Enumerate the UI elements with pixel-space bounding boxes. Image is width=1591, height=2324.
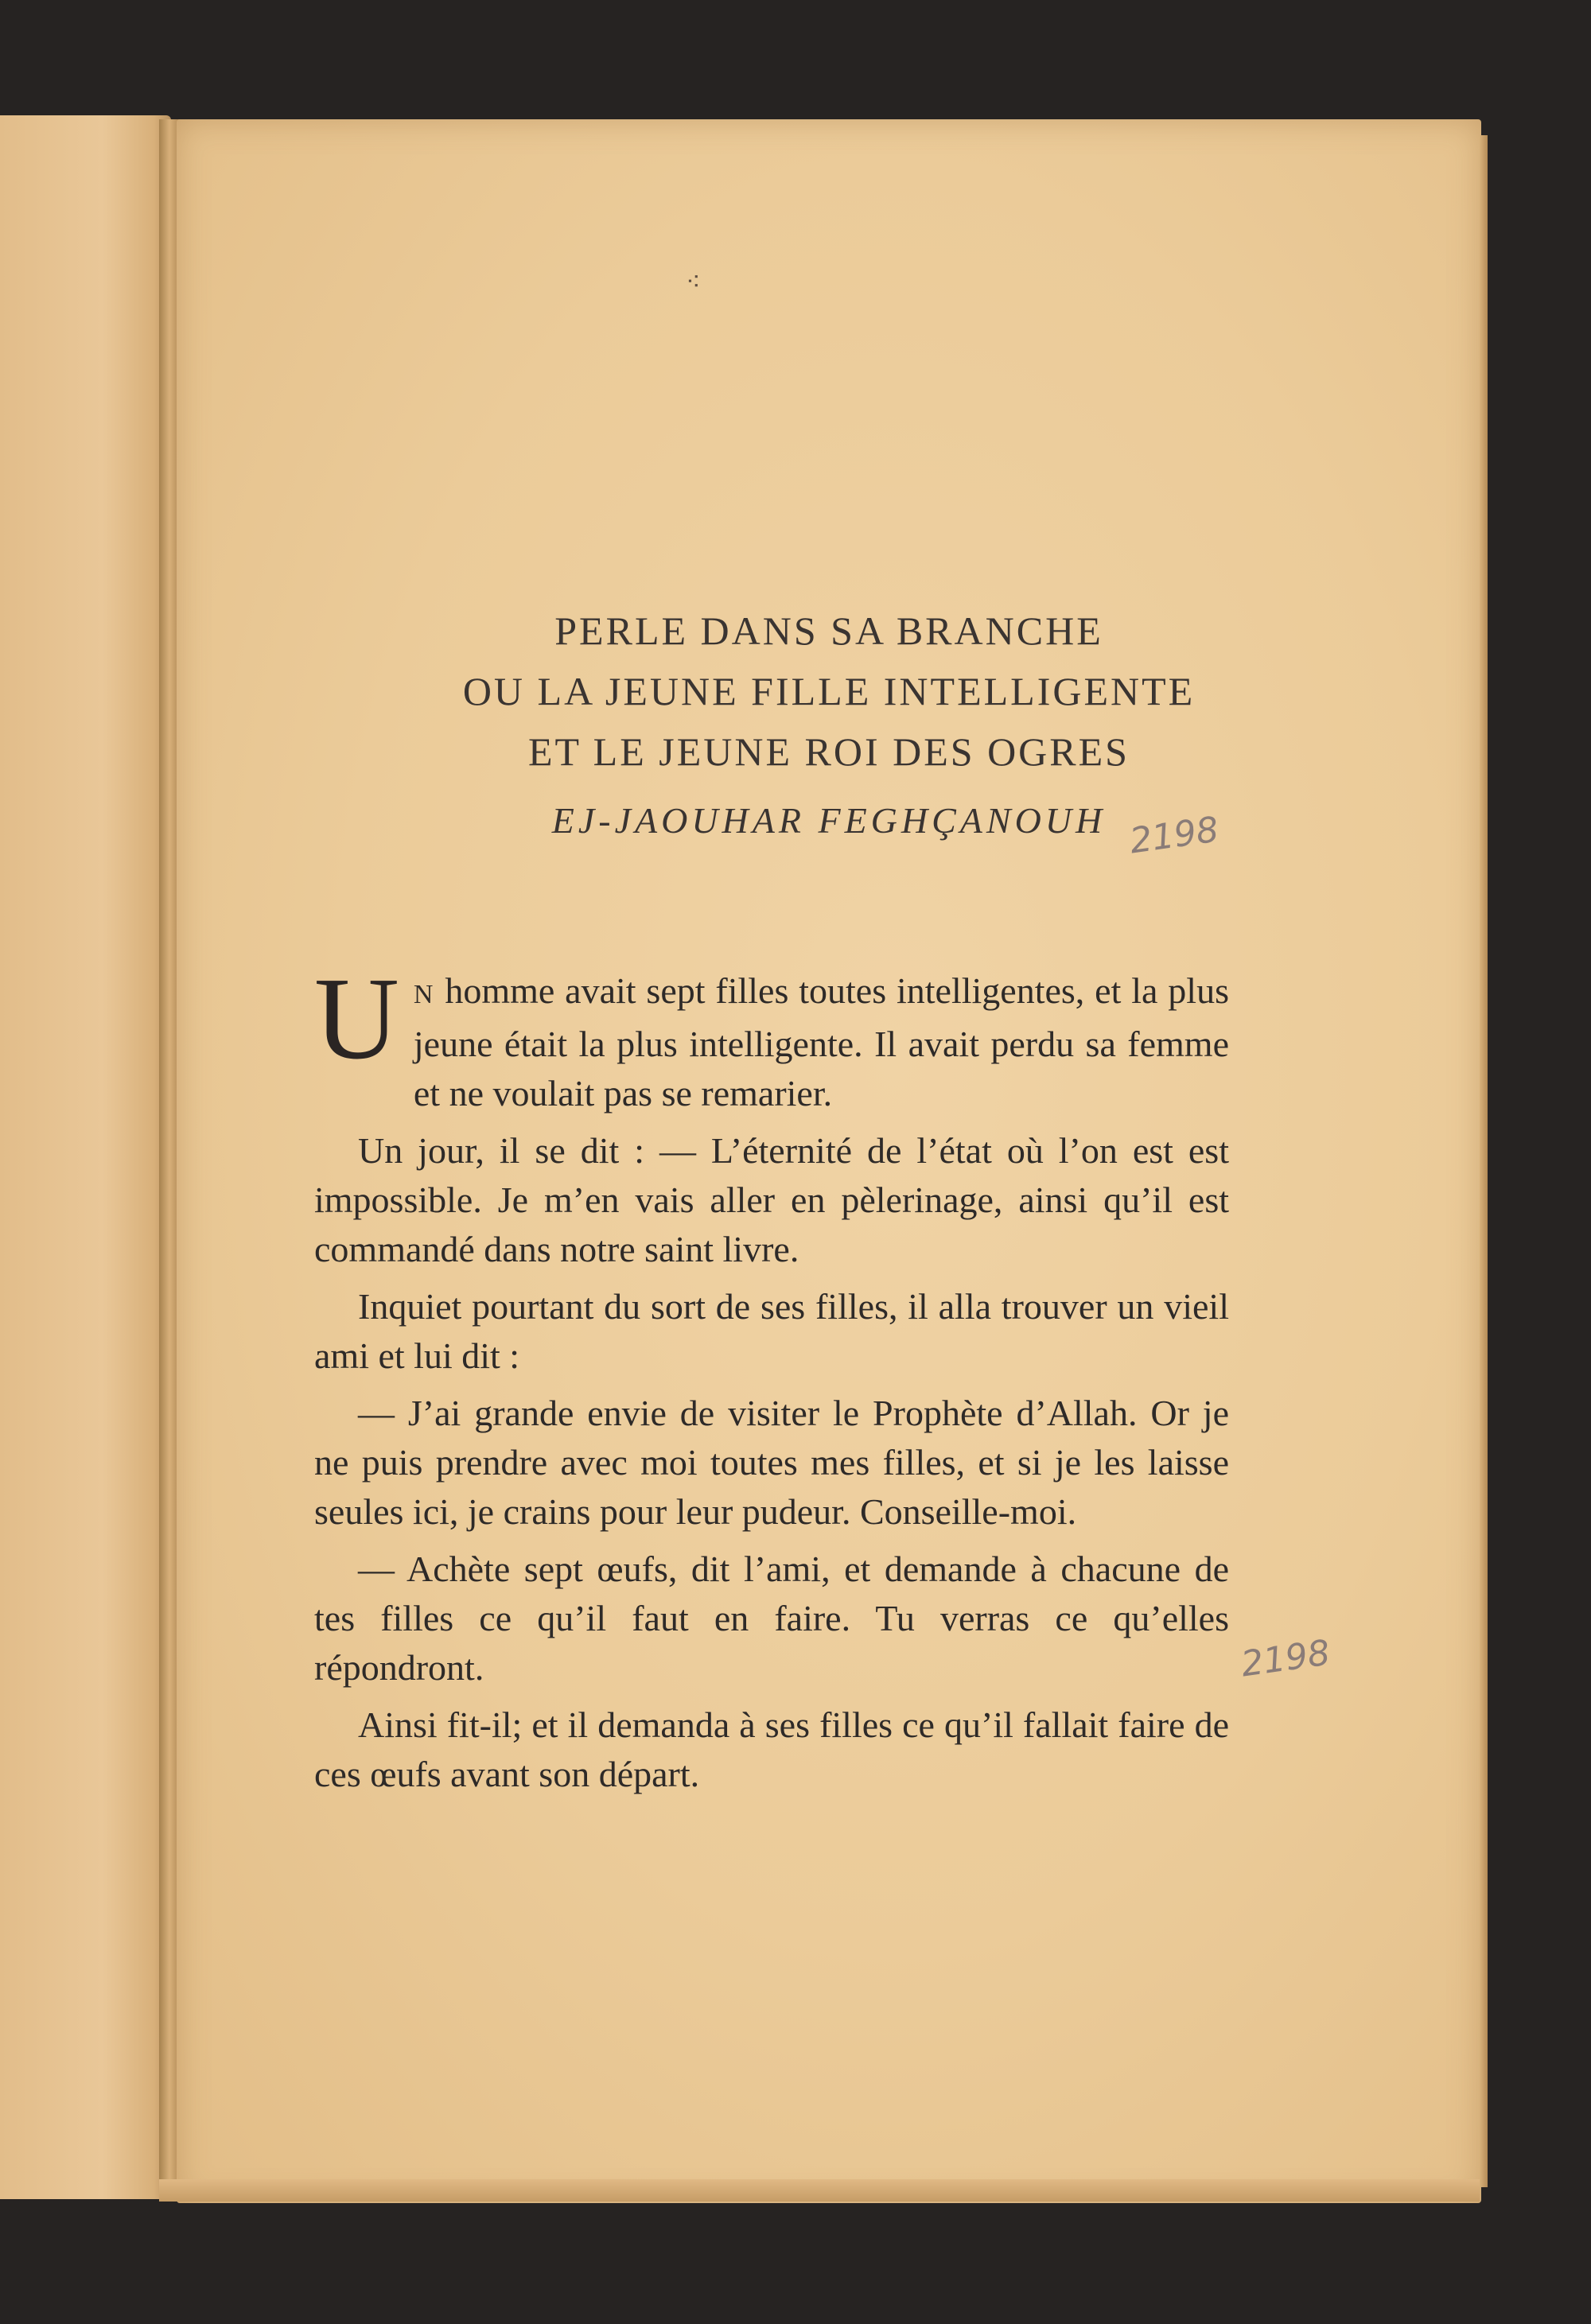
paragraph-4: — J’ai grande envie de visiter le Prophète d’Allah. Or je ne puis prendre avec moi toutes mes filles, et si je les laisse seules ici, je crains pour leur pudeur. Conseille-moi. — [314, 1393, 1229, 1532]
drop-cap: U — [314, 954, 399, 1084]
story-title-block — [177, 600, 1481, 841]
paragraph-3: Inquiet pourtant du sort de ses filles, il alla trouver un vieil ami et lui dit : — [314, 1286, 1229, 1376]
small-caps-letter: N — [413, 980, 435, 1009]
paragraph-1-text: homme avait sept filles toutes intelligentes, et la plus jeune était la plus intelligente. Il avait perdu sa femme et ne voulait pas se remarier. — [413, 970, 1229, 1113]
page-bottom-edge — [159, 2179, 1480, 2202]
facing-page — [0, 115, 171, 2199]
story-body — [314, 954, 1229, 1807]
pencil-annotation-1: 2198 — [1126, 809, 1221, 862]
title-line-3: ET LE JEUNE ROI DES OGRES — [527, 729, 1130, 774]
title-line-2: OU LA JEUNE FILLE INTELLIGENTE — [462, 669, 1196, 713]
title-line-1: PERLE DANS SA BRANCHE — [554, 608, 1103, 653]
ornament-mark: ⁖ — [686, 267, 701, 296]
page-edge — [1480, 135, 1488, 2187]
paragraph-2: Un jour, il se dit : — L’éternité de l’état où l’on est est impossible. Je m’en vais aller en pèlerinage, ainsi qu’il est commandé dans notre saint livre. — [314, 1130, 1229, 1269]
paragraph-5: — Achète sept œufs, dit l’ami, et demande à chacune de tes filles ce qu’il faut en faire. Tu verras ce qu’elles répondront. — [314, 1549, 1229, 1688]
story-subtitle: EJ-JAOUHAR FEGHÇANOUH — [551, 800, 1107, 841]
paragraph-1 — [314, 954, 1229, 1118]
pencil-annotation-2: 2198 — [1238, 1632, 1332, 1685]
paragraph-6: Ainsi fit-il; et il demanda à ses filles ce qu’il fallait faire de ces œufs avant son départ. — [314, 1704, 1229, 1794]
